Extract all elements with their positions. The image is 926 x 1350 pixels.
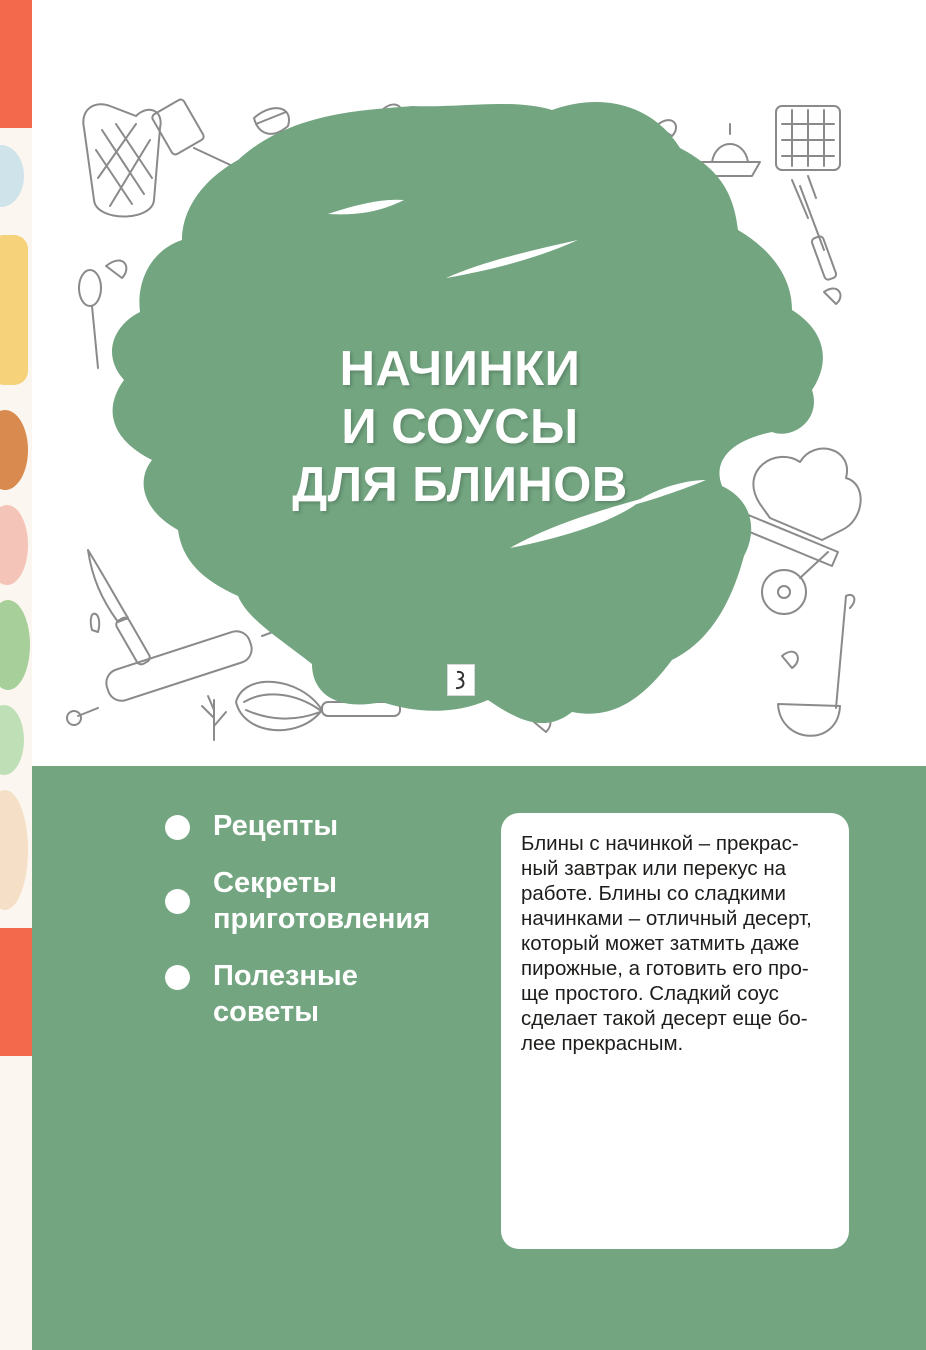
- feature-label: Рецепты: [213, 810, 339, 842]
- lettuce-icon: [0, 705, 24, 775]
- spoon-icon: [79, 270, 101, 368]
- fork-icon: [792, 176, 837, 281]
- knife-icon: [88, 550, 152, 666]
- title-line-1: НАЧИНКИ: [339, 342, 581, 396]
- feature-item-recipes: [165, 808, 495, 844]
- broccoli-icon: [0, 600, 30, 690]
- feature-label-line-2: приготовления: [213, 903, 431, 935]
- description-text: Блины с начинкой – прекрас- ный завтрак или перекус на работе. Блины со сладкими начинками – отличный десерт, который может затмить даже пирожные, а готовить его про- ще простого. Сладкий соус сделает такой десерт еще бо- лее прекрасным.: [521, 832, 812, 1055]
- book-spine: [0, 0, 32, 1350]
- feature-item-secrets: [165, 865, 495, 937]
- rolling-pin-icon: [67, 619, 297, 725]
- flour-bag-icon: [0, 235, 28, 385]
- basil-leaf-icon: [254, 108, 289, 134]
- oven-mitt-icon: [83, 104, 160, 216]
- feature-list: [165, 808, 495, 1051]
- pot-holder-icon: [776, 106, 840, 170]
- chicken-icon: [0, 410, 28, 490]
- bullet-icon: [165, 815, 190, 840]
- milk-carton-icon: [0, 145, 24, 207]
- cupcake-icon: [0, 505, 28, 585]
- title-line-3: ДЛЯ БЛИНОВ: [292, 458, 628, 512]
- bullet-icon: [165, 889, 190, 914]
- feature-label-line-1: Полезные: [213, 960, 358, 992]
- chef-hat-icon: [740, 449, 861, 566]
- publisher-logo-icon: [447, 664, 475, 696]
- description-card: [501, 813, 849, 1249]
- title-line-2: И СОУСЫ: [341, 400, 579, 454]
- bread-icon: [0, 790, 28, 910]
- feature-label-line-2: советы: [213, 996, 320, 1028]
- bullet-icon: [165, 965, 190, 990]
- spine-band-top: [0, 0, 32, 128]
- spine-band-bottom: [0, 928, 32, 1056]
- book-title: [230, 340, 690, 514]
- herb-sprig-icon: [202, 696, 226, 740]
- feature-label-line-1: Секреты: [213, 867, 338, 899]
- feature-item-tips: [165, 958, 495, 1030]
- pizza-cutter-icon: [762, 552, 828, 614]
